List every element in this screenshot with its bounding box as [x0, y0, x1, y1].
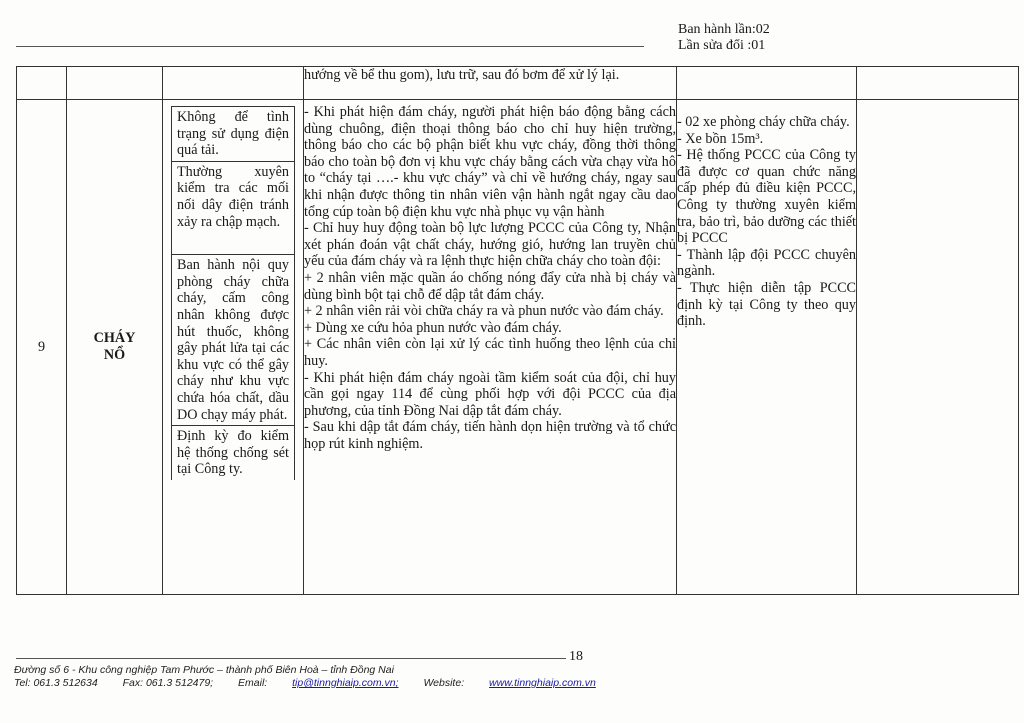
prevention-measures: [163, 100, 304, 595]
hazard-line-2: NỔ: [103, 347, 126, 363]
footer-fax: Fax: 061.3 512479;: [122, 677, 214, 689]
page-number: 18: [569, 649, 583, 664]
table-row: [17, 100, 1019, 595]
footer-address: Đường số 6 - Khu công nghiệp Tam Phước – thành phố Biên Hoà – tỉnh Đồng Nai: [14, 664, 394, 676]
continued-text: hướng về bể thu gom), lưu trữ, sau đó bơm để xử lý lại.: [304, 67, 677, 100]
resource-item: - Thành lập đội PCCC chuyên ngành.: [677, 246, 856, 280]
header-rule: [16, 46, 644, 47]
footer-contacts: [14, 677, 618, 690]
issue-number: Ban hành lần:02: [678, 22, 770, 37]
resource-item: - Xe bồn 15m³.: [677, 130, 764, 147]
response-step: - Khi phát hiện đám cháy, người phát hiện báo động bằng cách dùng chuông, điện thoại thông báo cho chỉ huy hiện trường, thông báo cho các bộ phận biết khu vực cháy, đồng thời thông báo cho toàn bộ đơn vị khu vực cháy bằng cách vừa chạy vừa hô to “cháy tại ….- khu vực cháy” và chỉ về hướng cháy, ngay sau khi nhận được thông tin nhân viên vận hành ngắt ngay cầu dao tổng cúp toàn bộ điện khu vực nhà phục vụ vận hành: [304, 104, 676, 220]
footer-rule: [16, 658, 566, 659]
footer-tel: Tel: 061.3 512634: [14, 677, 98, 689]
footer-website-link[interactable]: www.tinnghiaip.com.vn: [489, 677, 596, 689]
response-step: + 2 nhân viên mặc quần áo chống nóng đẩy cửa nhà bị cháy và dùng bình bột tại chỗ để dập tắt đám cháy.: [304, 269, 676, 303]
footer-email-link[interactable]: tip@tinnghiaip.com.vn;: [292, 677, 399, 689]
response-step: - Khi phát hiện đám cháy ngoài tầm kiểm soát của đội, chỉ huy cần gọi ngay 114 để cùng phối hợp với đội PCCC của địa phương, của tỉnh Đồng Nai dập tắt đám cháy.: [304, 369, 676, 419]
resource-item: - Thực hiện diễn tập PCCC định kỳ tại Công ty theo quy định.: [677, 279, 856, 330]
prevention-item: Định kỳ đo kiểm hệ thống chống sét tại Công ty.: [177, 428, 289, 478]
resource-item: - Hệ thống PCCC của Công ty đã được cơ quan chức năng cấp phép đủ điều kiện PCCC, Công ty thường xuyên kiểm tra, bảo trì, bảo dưỡng các thiết bị PCCC: [677, 147, 856, 247]
continued-row: [17, 67, 1019, 100]
row-number: 9: [17, 100, 67, 595]
response-step: - Chỉ huy huy động toàn bộ lực lượng PCCC của Công ty, Nhận xét phán đoán vật chất cháy, hướng gió, hướng lan truyền chủ yếu của đám cháy và ra lệnh thực hiện chữa cháy cho toàn đội:: [304, 220, 676, 270]
footer: [14, 664, 618, 690]
footer-email-label: Email:: [238, 677, 268, 689]
revision-number: Lần sửa đổi :01: [678, 38, 766, 53]
resources: [677, 100, 857, 595]
response-step: + Các nhân viên còn lại xử lý các tình huống theo lệnh của chỉ huy.: [304, 336, 676, 369]
response-step: + Dùng xe cứu hỏa phun nước vào đám cháy.: [304, 319, 562, 336]
prevention-item: Ban hành nội quy phòng cháy chữa cháy, cấm công nhân không được hút thuốc, không gây phát lửa tại các khu vực có thể gây cháy như khu vực chứa hóa chất, dầu DO chạy máy phát.: [172, 255, 294, 426]
hazard-line-1: CHÁY: [93, 330, 136, 347]
prevention-item: Không để tình trạng sử dụng điện quá tải.: [172, 107, 294, 162]
risk-table: [16, 66, 1019, 595]
response-actions: [304, 100, 677, 595]
prevention-item: Thường xuyên kiểm tra các mối nối dây điện tránh xảy ra chập mạch.: [172, 162, 294, 255]
hazard-name: [67, 100, 163, 595]
footer-website-label: Website:: [423, 677, 465, 689]
response-step: - Sau khi dập tắt đám cháy, tiến hành dọn hiện trường và tổ chức họp rút kinh nghiệm.: [304, 419, 676, 452]
resource-item: - 02 xe phòng cháy chữa cháy.: [677, 114, 850, 130]
notes-cell: [857, 100, 1019, 595]
response-step: + 2 nhân viên rải vòi chữa cháy ra và phun nước vào đám cháy.: [304, 303, 664, 320]
document-control-info: [678, 22, 770, 54]
